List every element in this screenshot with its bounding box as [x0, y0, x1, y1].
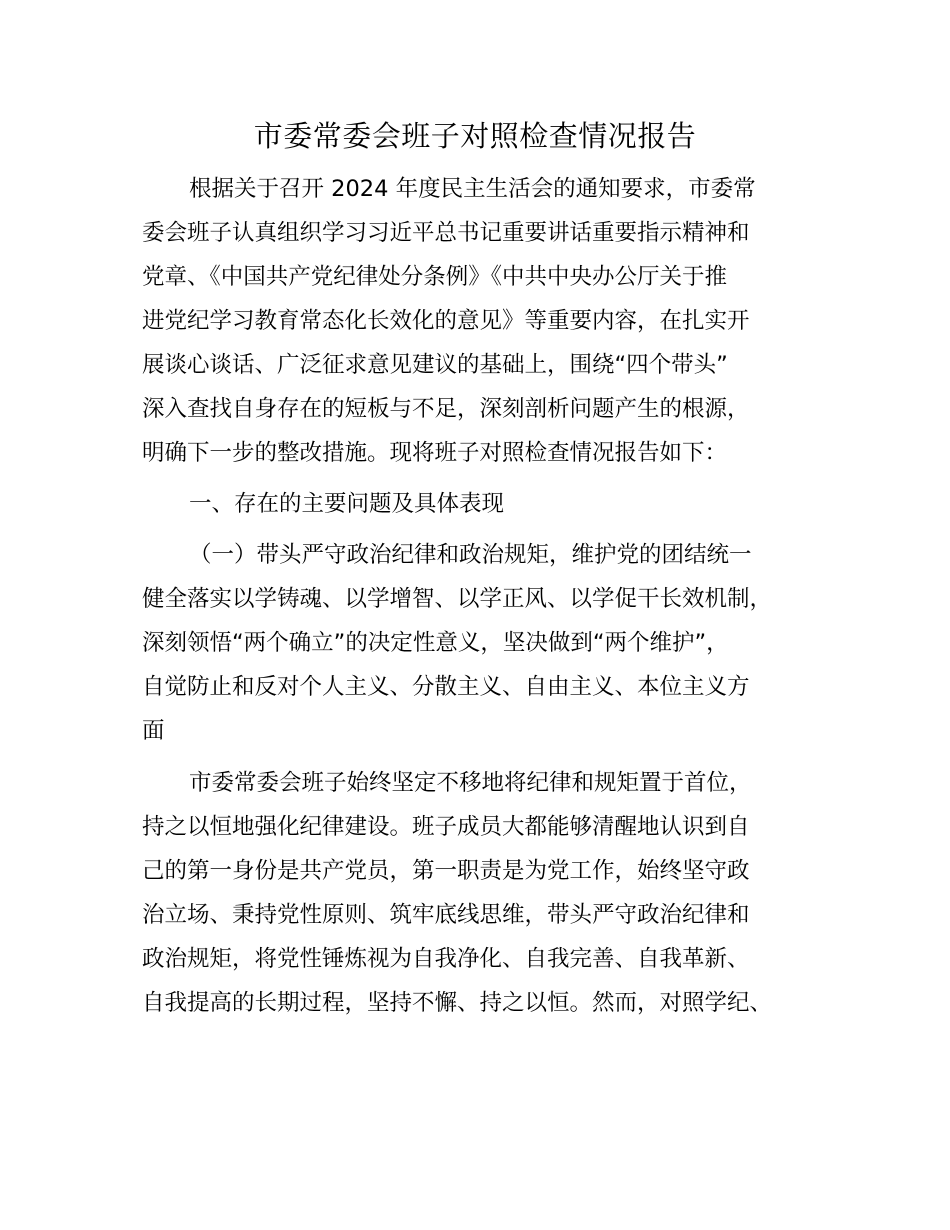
intro-line-7: 明确下一步的整改措施。现将班子对照检查情况报告如下：: [142, 440, 728, 466]
body-line-4: 治立场、秉持党性原则、筑牢底线思维，带头严守政治纪律和: [142, 902, 750, 928]
body-line-6: 自我提高的长期过程，坚持不懈、持之以恒。然而，对照学纪、: [142, 990, 773, 1016]
document-title: 市委常委会班子对照检查情况报告: [253, 119, 697, 153]
subsection-line-3: 深刻领悟“两个确立”的决定性意义，坚决做到“两个维护”，: [142, 630, 729, 656]
body-line-5: 政治规矩，将党性锤炼视为自我净化、自我完善、自我革新、: [142, 946, 750, 972]
intro-line-2: 委会班子认真组织学习习近平总书记重要讲话重要指示精神和: [142, 220, 750, 246]
section-heading: 一、存在的主要问题及具体表现: [189, 491, 505, 517]
body-line-2: 持之以恒地强化纪律建设。班子成员大都能够清醒地认识到自: [142, 814, 750, 840]
subsection-line-4: 自觉防止和反对个人主义、分散主义、自由主义、本位主义方: [142, 674, 750, 700]
intro-line-6: 深入查找自身存在的短板与不足，深刻剖析问题产生的根源，: [142, 396, 750, 422]
subsection-line-1: （一）带头严守政治纪律和政治规矩，维护党的团结统一: [189, 542, 752, 568]
subsection-line-2: 健全落实以学铸魂、以学增智、以学正风、以学促干长效机制，: [142, 586, 773, 612]
subsection-line-5: 面: [142, 718, 165, 744]
intro-line-4: 进党纪学习教育常态化长效化的意见》等重要内容，在扎实开: [142, 308, 750, 334]
intro-line-5: 展谈心谈话、广泛征求意见建议的基础上，围绕“四个带头”: [142, 352, 728, 378]
body-line-1: 市委常委会班子始终坚定不移地将纪律和规矩置于首位，: [189, 770, 752, 796]
body-line-3: 己的第一身份是共产党员，第一职责是为党工作，始终坚守政: [142, 858, 750, 884]
intro-line-3: 党章、《中国共产党纪律处分条例》《中共中央办公厅关于推: [142, 264, 728, 290]
intro-line-1: 根据关于召开 2024 年度民主生活会的通知要求，市委常: [189, 176, 756, 202]
